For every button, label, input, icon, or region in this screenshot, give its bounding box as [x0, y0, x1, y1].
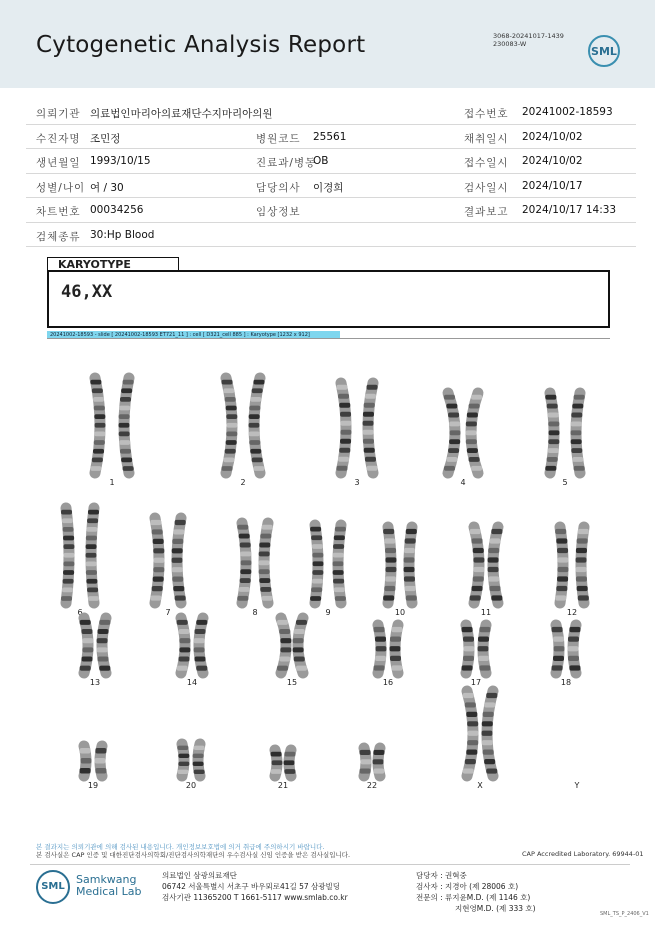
- chromosome-label: 22: [366, 781, 378, 790]
- collect-date-label: 채취일시: [464, 132, 509, 145]
- address-line1: 의료법인 삼광의료재단: [162, 871, 237, 880]
- chromosome-label: X: [477, 781, 483, 790]
- chromosome-label: Y: [574, 781, 580, 790]
- company-name-line2: Medical Lab: [76, 885, 142, 898]
- chromosome-label: 4: [460, 478, 466, 487]
- receipt-no-value: 20241002-18593: [522, 106, 613, 118]
- chromosome-pair-11: [470, 527, 503, 617]
- chromosome-pair-7: [150, 518, 185, 617]
- chromosome-pair-18: [552, 625, 581, 687]
- address-line2: 06742 서울특별시 서초구 바우뫼로41길 57 삼광빌딩: [162, 882, 341, 891]
- chromosome-pair-9: [310, 525, 346, 617]
- birth-label: 생년월일: [36, 157, 81, 169]
- chromosome-label: 12: [566, 608, 578, 617]
- info-row: [26, 125, 636, 150]
- company-name: [76, 874, 142, 898]
- footer-note-2: 본 검사실은 CAP 인증 및 대한진단검사의학회/진단검사의학재단의 우수검사실 신임 인증을 받은 검사실입니다.: [36, 851, 351, 859]
- report-code-line1: 3068-20241017-1439: [493, 32, 564, 40]
- chromosome-pair-22: [360, 748, 385, 790]
- info-row: [26, 198, 636, 223]
- staff-list: [416, 870, 536, 914]
- chromosome-label: 17: [470, 678, 482, 687]
- chromosome-pair-10: [383, 527, 417, 617]
- patient-value: 조민정: [90, 132, 121, 145]
- chromosome-pair-2: [222, 378, 265, 487]
- karyotype-value: 46,XX: [61, 282, 113, 302]
- chromosome-pair-19: [80, 746, 107, 790]
- karyogram-caption: 20241002-18593 - slide [ 20241002-18593 ET721_11 ] : cell [ D321_cell 885 ] : Karyotype [1232 x 912]: [47, 331, 340, 339]
- receipt-date-value: 2024/10/02: [522, 155, 583, 167]
- staff-line3: 전문의 : 류지윤M.D. (제 1146 호): [416, 893, 531, 902]
- chromosome-pair-17: [462, 625, 491, 687]
- report-title: Cytogenetic Analysis Report: [36, 32, 366, 58]
- chromosome-label: 1: [109, 478, 115, 487]
- chromosome-label: 2: [240, 478, 246, 487]
- staff-line2: 검사자 : 지경아 (제 28006 호): [416, 882, 519, 891]
- chromosome-pair-15: [277, 618, 307, 687]
- report-code: [493, 32, 564, 48]
- receipt-no-label: 접수번호: [464, 108, 509, 120]
- sex-age-value: 여 / 30: [90, 181, 124, 194]
- staff-line4: 지현영M.D. (제 333 호): [455, 904, 536, 913]
- chromosome-pair-Y: [574, 781, 580, 790]
- institution-label: 의뢰기관: [36, 108, 81, 120]
- chromosome-label: 16: [382, 678, 394, 687]
- dept-value: OB: [313, 155, 329, 167]
- chromosome-label: 19: [87, 781, 99, 790]
- form-code: SML_TS_P_2406_V1: [600, 911, 649, 917]
- chromosome-label: 18: [560, 678, 572, 687]
- hospital-code-label: 병원코드: [256, 132, 301, 145]
- hospital-code-value: 25561: [313, 130, 347, 143]
- chromosome-label: 10: [394, 608, 406, 617]
- chromosome-pair-21: [271, 750, 296, 790]
- cap-accreditation: CAP Accredited Laboratory. 69944-01: [522, 850, 644, 858]
- company-address: [162, 870, 348, 903]
- chromosome-label: 5: [562, 478, 568, 487]
- report-code-line2: 230083-W: [493, 40, 527, 48]
- footer-logo-text: SML: [41, 881, 65, 892]
- chart-value: 00034256: [90, 204, 144, 216]
- exam-date-value: 2024/10/17: [522, 179, 583, 192]
- footer-note-1: 본 결과지는 의뢰기관에 의해 검사된 내용입니다. 개인정보보호법에 의거 취급에 주의하시기 바랍니다.: [36, 843, 325, 851]
- institution-value: 의료법인마리아의료재단수지마리아의원: [90, 108, 273, 120]
- sml-logo: [588, 35, 620, 67]
- specimen-label: 검체종류: [36, 230, 81, 243]
- chromosome-label: 6: [77, 608, 83, 617]
- info-row: [26, 174, 636, 199]
- chart-label: 차트번호: [36, 206, 81, 218]
- chromosome-pair-6: [61, 508, 99, 617]
- address-line3: 검사기관 11365200 T 1661-5117 www.smlab.co.kr: [162, 893, 348, 902]
- chromosome-label: 9: [325, 608, 331, 617]
- info-row: [26, 149, 636, 174]
- karyogram: [0, 345, 655, 805]
- karyogram-image: [0, 345, 655, 805]
- karyogram-divider: [47, 338, 610, 339]
- chromosome-pair-14: [177, 618, 208, 687]
- karyotype-heading: KARYOTYPE: [47, 257, 179, 271]
- info-row: [26, 223, 636, 248]
- chromosome-label: 3: [354, 478, 360, 487]
- chromosome-pair-8: [237, 523, 272, 617]
- karyotype-box: [47, 270, 610, 328]
- doctor-label: 담당의사: [256, 181, 301, 194]
- chromosome-label: 21: [277, 781, 289, 790]
- chromosome-pair-13: [80, 618, 111, 687]
- chromosome-label: 7: [165, 608, 171, 617]
- specimen-value: 30:Hp Blood: [90, 228, 155, 241]
- birth-value: 1993/10/15: [90, 155, 151, 167]
- chromosome-label: 15: [286, 678, 298, 687]
- result-label: 결과보고: [464, 206, 509, 218]
- sml-logo-text: SML: [591, 45, 617, 58]
- receipt-date-label: 접수일시: [464, 157, 509, 169]
- chromosome-label: 11: [480, 608, 492, 617]
- clinical-label: 임상정보: [256, 206, 301, 218]
- chromosome-pair-16: [374, 625, 403, 687]
- exam-date-label: 검사일시: [464, 181, 509, 194]
- chromosome-pair-4: [444, 393, 482, 487]
- result-value: 2024/10/17 14:33: [522, 204, 617, 216]
- chromosome-pair-5: [545, 393, 584, 487]
- chromosome-pair-1: [90, 378, 133, 487]
- chromosome-label: 14: [186, 678, 198, 687]
- company-name-line1: Samkwang: [76, 873, 137, 886]
- chromosome-pair-12: [555, 527, 589, 617]
- chromosome-pair-3: [336, 383, 377, 487]
- chromosome-label: 13: [89, 678, 101, 687]
- footer-sml-logo: [36, 870, 70, 904]
- doctor-value: 이경희: [313, 181, 344, 194]
- chromosome-label: 20: [185, 781, 197, 790]
- info-row: [26, 100, 636, 125]
- dept-label: 진료과/병동: [256, 157, 317, 169]
- footer-divider: [30, 864, 630, 865]
- staff-line1: 담당자 : 권혁중: [416, 871, 467, 880]
- chromosome-pair-X: [463, 691, 497, 790]
- chromosome-pair-20: [177, 744, 204, 790]
- report-header: [0, 0, 655, 88]
- sex-age-label: 성별/나이: [36, 181, 86, 194]
- patient-label: 수진자명: [36, 132, 81, 145]
- patient-info-table: [26, 100, 636, 247]
- chromosome-label: 8: [252, 608, 258, 617]
- collect-date-value: 2024/10/02: [522, 130, 583, 143]
